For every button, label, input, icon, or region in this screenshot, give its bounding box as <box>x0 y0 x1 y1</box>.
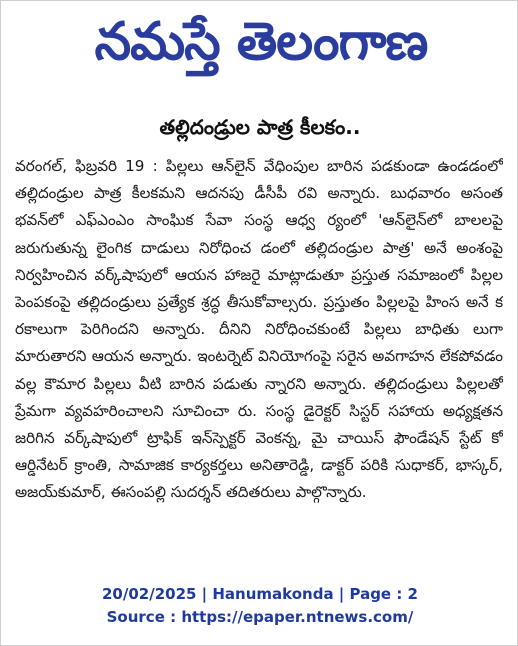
article-headline: తల్లిదండ్రుల పాత్ర కీలకం.. <box>159 115 361 139</box>
source-link[interactable]: Source : https://epaper.ntnews.com/ <box>106 608 414 626</box>
edition-info: 20/02/2025 | Hanumakonda | Page : 2 <box>101 585 418 603</box>
article-body: వరంగల్, ఫిబ్రవరి 19 : పిల్లలు ఆన్‌లైన్ వేధింపుల బారిన పడకుండా ఉండడంలో తల్లిదండ్రుల పాత్ర కీలకమని ఆదనపు డీసీపీ రవి అన్నారు. బుధవారం అసంత భవన్‌లో ఎఫ్ఎంఎం సాంఘిక సేవా సంస్థ ఆధ్వ ర్యంలో 'ఆన్‌లైన్‌లో బాలలపై జరుగుతున్న లైంగిక దాడులు నిరోధించ డంలో తల్లిదండ్రుల పాత్ర' అనే అంశంపై నిర్వహించిన వర్క్‌షాపులో ఆయన హాజరై మాట్లాడుతూ ప్రస్తుత సమాజంలో పిల్లల పెంపకంపై తల్లిదండ్రులు ప్రత్యేక శ్రద్ధ తీసుకోవాల్సరు. ప్రస్తుతం పిల్లలపై హింస అనే క రకాలుగా పెరిగిందని అన్నారు. దీనిని నిరోధించకుంటే పిల్లలు బాధితు లుగా మారుతారని ఆయన అన్నారు. ఇంటర్నెట్ వినియోగంపై సరైన అవగాహన లేకపోవడం వల్ల కౌమార పిల్లలు వీటి బారిన పడుతు న్నారని అన్నారు. తల్లిదండ్రులు పిల్లలతో ప్రేమగా వ్యవహరించాలని సూచించా రు. సంస్థ డైరెక్టర్ సిస్టర్ సహాయ అధ్యక్షతన జరిగిన వర్క్‌షాపులో ట్రాఫిక్ ఇన్‌స్పెక్టర్ వెంకన్న, మై చాయిస్ ఫౌండేషన్ స్టేట్ కో ఆర్డినేటర్ క్రాంతి, సామాజిక కార్యకర్తలు అనితారెడ్డి, డాక్టర్ పరికి సుధాకర్, భాస్కర్, అజయ్‌కుమార్, ఈసంపల్లి సుదర్శన్ తదితరులు పాల్గొన్నారు. <box>15 157 503 502</box>
masthead-logo-text: నమస్తే తెలంగాణ <box>94 12 428 72</box>
newspaper-masthead <box>61 5 461 79</box>
